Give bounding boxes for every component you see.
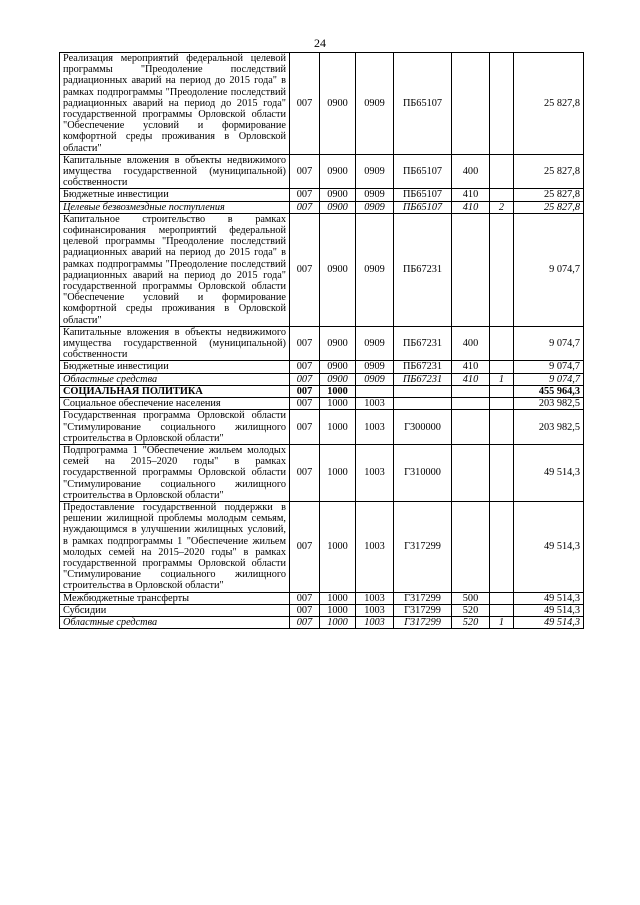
row-section: 1000	[320, 501, 356, 592]
row-name: Социальное обеспечение населения	[60, 398, 290, 410]
row-grbs: 007	[290, 398, 320, 410]
row-target-article: Г317299	[394, 616, 452, 628]
row-amount: 9 074,7	[514, 373, 584, 385]
table-row	[60, 326, 584, 361]
table-row	[60, 501, 584, 592]
row-subsection: 0909	[356, 213, 394, 326]
row-funding-source	[490, 53, 514, 155]
row-subsection: 1003	[356, 410, 394, 445]
row-amount: 9 074,7	[514, 361, 584, 373]
row-name: Бюджетные инвестиции	[60, 361, 290, 373]
row-funding-source	[490, 501, 514, 592]
row-funding-source	[490, 410, 514, 445]
row-amount: 25 827,8	[514, 154, 584, 189]
row-expense-type	[452, 444, 490, 501]
row-funding-source	[490, 213, 514, 326]
row-expense-type	[452, 410, 490, 445]
row-expense-type	[452, 213, 490, 326]
row-subsection: 0909	[356, 189, 394, 201]
row-section: 1000	[320, 592, 356, 604]
table-row	[60, 398, 584, 410]
row-funding-source: 2	[490, 201, 514, 213]
table-row	[60, 361, 584, 373]
row-grbs: 007	[290, 616, 320, 628]
table-row	[60, 410, 584, 445]
row-subsection: 0909	[356, 201, 394, 213]
row-name: Капитальные вложения в объекты недвижимого имущества государственной (муниципальной) собственности	[60, 326, 290, 361]
budget-table-body	[60, 53, 584, 629]
row-expense-type	[452, 53, 490, 155]
row-expense-type: 520	[452, 616, 490, 628]
row-target-article: ПБ67231	[394, 373, 452, 385]
table-row	[60, 385, 584, 397]
row-subsection	[356, 385, 394, 397]
row-grbs: 007	[290, 410, 320, 445]
table-row	[60, 373, 584, 385]
row-section: 0900	[320, 361, 356, 373]
row-target-article	[394, 398, 452, 410]
row-expense-type: 410	[452, 361, 490, 373]
row-expense-type: 400	[452, 326, 490, 361]
row-amount: 25 827,8	[514, 201, 584, 213]
row-grbs: 007	[290, 385, 320, 397]
row-subsection: 0909	[356, 53, 394, 155]
row-target-article: ПБ67231	[394, 326, 452, 361]
row-funding-source	[490, 326, 514, 361]
row-grbs: 007	[290, 154, 320, 189]
row-expense-type: 500	[452, 592, 490, 604]
table-row	[60, 53, 584, 155]
row-target-article	[394, 385, 452, 397]
row-target-article: Г317299	[394, 592, 452, 604]
row-subsection: 0909	[356, 326, 394, 361]
table-row	[60, 189, 584, 201]
row-section: 1000	[320, 385, 356, 397]
row-amount: 49 514,3	[514, 616, 584, 628]
row-funding-source	[490, 189, 514, 201]
budget-table	[59, 52, 584, 629]
row-name: Областные средства	[60, 373, 290, 385]
table-row	[60, 154, 584, 189]
row-amount: 203 982,5	[514, 398, 584, 410]
row-section: 0900	[320, 373, 356, 385]
row-subsection: 0909	[356, 361, 394, 373]
row-funding-source	[490, 154, 514, 189]
row-subsection: 0909	[356, 154, 394, 189]
row-funding-source	[490, 398, 514, 410]
row-expense-type	[452, 501, 490, 592]
row-section: 0900	[320, 213, 356, 326]
row-expense-type	[452, 398, 490, 410]
row-section: 0900	[320, 154, 356, 189]
row-grbs: 007	[290, 189, 320, 201]
row-amount: 455 964,3	[514, 385, 584, 397]
row-name: Субсидии	[60, 604, 290, 616]
table-row	[60, 213, 584, 326]
row-target-article: ПБ67231	[394, 361, 452, 373]
row-name: Капитальные вложения в объекты недвижимого имущества государственной (муниципальной) собственности	[60, 154, 290, 189]
row-funding-source: 1	[490, 616, 514, 628]
row-name: СОЦИАЛЬНАЯ ПОЛИТИКА	[60, 385, 290, 397]
row-grbs: 007	[290, 53, 320, 155]
table-row	[60, 616, 584, 628]
row-name: Межбюджетные трансферты	[60, 592, 290, 604]
row-section: 1000	[320, 616, 356, 628]
row-amount: 49 514,3	[514, 444, 584, 501]
row-subsection: 1003	[356, 592, 394, 604]
row-amount: 9 074,7	[514, 326, 584, 361]
row-section: 1000	[320, 398, 356, 410]
row-target-article: Г317299	[394, 604, 452, 616]
row-section: 0900	[320, 53, 356, 155]
row-target-article: ПБ65107	[394, 189, 452, 201]
row-section: 0900	[320, 326, 356, 361]
row-name: Целевые безвозмездные поступления	[60, 201, 290, 213]
row-section: 0900	[320, 189, 356, 201]
row-expense-type	[452, 385, 490, 397]
row-expense-type: 410	[452, 373, 490, 385]
table-row	[60, 444, 584, 501]
table-row	[60, 201, 584, 213]
row-target-article: Г310000	[394, 444, 452, 501]
row-amount: 203 982,5	[514, 410, 584, 445]
table-row	[60, 604, 584, 616]
row-subsection: 1003	[356, 398, 394, 410]
row-funding-source	[490, 361, 514, 373]
row-subsection: 1003	[356, 444, 394, 501]
table-row	[60, 592, 584, 604]
row-funding-source	[490, 592, 514, 604]
row-funding-source	[490, 444, 514, 501]
row-section: 1000	[320, 410, 356, 445]
row-target-article: ПБ65107	[394, 53, 452, 155]
row-name: Капитальное строительство в рамках софинансирования мероприятий федеральной целевой программы "Преодоление последствий радиационных аварий на период до 2015 года" в рамках подпрограммы "Преодоление последствий радиационных аварий на период до 2015 года" государственной программы Орловской области "Обеспечение условий и формирование комфортной среды проживания в Орловской области"	[60, 213, 290, 326]
row-expense-type: 400	[452, 154, 490, 189]
row-amount: 49 514,3	[514, 592, 584, 604]
row-grbs: 007	[290, 361, 320, 373]
row-grbs: 007	[290, 604, 320, 616]
row-grbs: 007	[290, 501, 320, 592]
row-name: Подпрограмма 1 "Обеспечение жильем молодых семей на 2015–2020 годы" в рамках государственной программы Орловской области "Стимулирование социального жилищного строительства в Орловской области"	[60, 444, 290, 501]
row-subsection: 0909	[356, 373, 394, 385]
row-grbs: 007	[290, 213, 320, 326]
row-name: Государственная программа Орловской области "Стимулирование социального жилищного строительства в Орловской области"	[60, 410, 290, 445]
row-grbs: 007	[290, 326, 320, 361]
row-amount: 25 827,8	[514, 189, 584, 201]
row-target-article: ПБ65107	[394, 154, 452, 189]
row-grbs: 007	[290, 592, 320, 604]
row-name: Предоставление государственной поддержки в решении жилищной проблемы молодым семьям, нуждающимся в улучшении жилищных условий, в рамках подпрограммы 1 "Обеспечение жильем молодых семей на 2015–2020 годы" в рамках государственной программы Орловской области "Стимулирование социального жилищного строительства в Орловской области"	[60, 501, 290, 592]
row-section: 0900	[320, 201, 356, 213]
row-name: Областные средства	[60, 616, 290, 628]
row-expense-type: 520	[452, 604, 490, 616]
row-grbs: 007	[290, 373, 320, 385]
row-name: Реализация мероприятий федеральной целевой программы "Преодоление последствий радиационных аварий на период до 2015 года" в рамках подпрограммы "Преодоление последствий радиационных аварий на период до 2015 года" государственной программы Орловской области "Обеспечение условий и формирование комфортной среды проживания в Орловской области"	[60, 53, 290, 155]
row-funding-source	[490, 604, 514, 616]
row-expense-type: 410	[452, 201, 490, 213]
row-subsection: 1003	[356, 616, 394, 628]
row-amount: 49 514,3	[514, 501, 584, 592]
row-name: Бюджетные инвестиции	[60, 189, 290, 201]
row-grbs: 007	[290, 444, 320, 501]
row-section: 1000	[320, 444, 356, 501]
row-target-article: Г317299	[394, 501, 452, 592]
row-expense-type: 410	[452, 189, 490, 201]
page-number: 24	[314, 36, 326, 50]
row-funding-source	[490, 385, 514, 397]
row-section: 1000	[320, 604, 356, 616]
row-target-article: Г300000	[394, 410, 452, 445]
row-amount: 9 074,7	[514, 213, 584, 326]
row-subsection: 1003	[356, 501, 394, 592]
row-amount: 25 827,8	[514, 53, 584, 155]
row-target-article: ПБ65107	[394, 201, 452, 213]
row-grbs: 007	[290, 201, 320, 213]
row-subsection: 1003	[356, 604, 394, 616]
row-funding-source: 1	[490, 373, 514, 385]
row-target-article: ПБ67231	[394, 213, 452, 326]
row-amount: 49 514,3	[514, 604, 584, 616]
